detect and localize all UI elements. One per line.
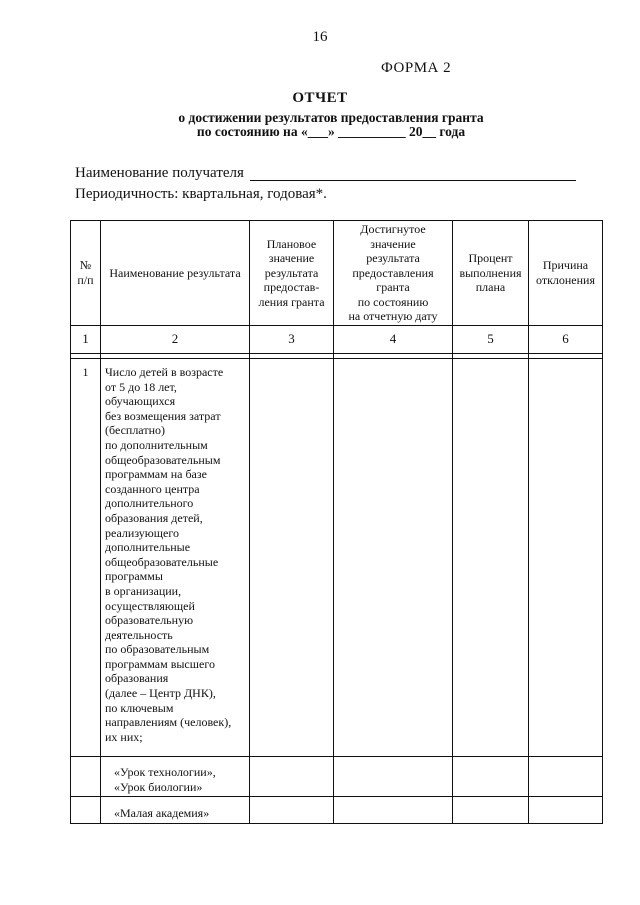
document-title: ОТЧЕТ	[292, 90, 348, 106]
header-row-number: № п/п	[71, 221, 101, 326]
header-achieved-value: Достигнутое значение результата предоставления гранта по состоянию на отчетную дату	[334, 221, 453, 326]
table-row	[71, 359, 603, 757]
achieved-value-cell	[334, 359, 453, 757]
deviation-reason-cell	[529, 757, 603, 797]
completion-percent-cell	[453, 757, 529, 797]
table-row	[71, 797, 603, 824]
table-header-row	[71, 221, 603, 326]
planned-value-cell	[250, 359, 334, 757]
column-number: 5	[453, 326, 529, 354]
periodicity-text: Периодичность: квартальная, годовая*.	[75, 186, 327, 202]
table-row	[71, 757, 603, 797]
column-number: 4	[334, 326, 453, 354]
report-table	[70, 220, 603, 824]
deviation-reason-cell	[529, 359, 603, 757]
deviation-reason-cell	[529, 797, 603, 824]
document-subtitle-line-2: по состоянию на «___» __________ 20__ года	[196, 124, 466, 139]
row-number: 1	[71, 359, 101, 757]
row-number	[71, 797, 101, 824]
header-result-name: Наименование результата	[101, 221, 250, 326]
planned-value-cell	[250, 757, 334, 797]
column-numbers-row	[71, 326, 603, 354]
result-name: «Урок технологии», «Урок биологии»	[101, 757, 250, 797]
form-label: ФОРМА 2	[381, 60, 452, 76]
result-name: «Малая академия»	[101, 797, 250, 824]
page-number: 16	[312, 29, 328, 45]
achieved-value-cell	[334, 757, 453, 797]
recipient-label: Наименование получателя	[75, 165, 244, 181]
recipient-blank-line	[250, 180, 576, 181]
column-number: 6	[529, 326, 603, 354]
column-number: 3	[250, 326, 334, 354]
header-deviation-reason: Причина отклонения	[529, 221, 603, 326]
header-completion-percent: Процент выполнения плана	[453, 221, 529, 326]
row-number	[71, 757, 101, 797]
column-number: 2	[101, 326, 250, 354]
completion-percent-cell	[453, 359, 529, 757]
column-number: 1	[71, 326, 101, 354]
document-subtitle-line-1: о достижении результатов предоставления гранта	[178, 110, 484, 125]
header-planned-value: Плановое значение результата предостав- ления гранта	[250, 221, 334, 326]
result-name: Число детей в возрасте от 5 до 18 лет, обучающихся без возмещения затрат (бесплатно) по дополнительным общеобразовательным программам на базе созданного центра дополнительного образования детей, реализующего дополнительные общеобразовательные программы в организации, осуществляющей образовательную деятельность по образовательным программам высшего образования (далее – Центр ДНК), по ключевым направлениям (человек), их них;	[101, 359, 250, 757]
planned-value-cell	[250, 797, 334, 824]
completion-percent-cell	[453, 797, 529, 824]
achieved-value-cell	[334, 797, 453, 824]
